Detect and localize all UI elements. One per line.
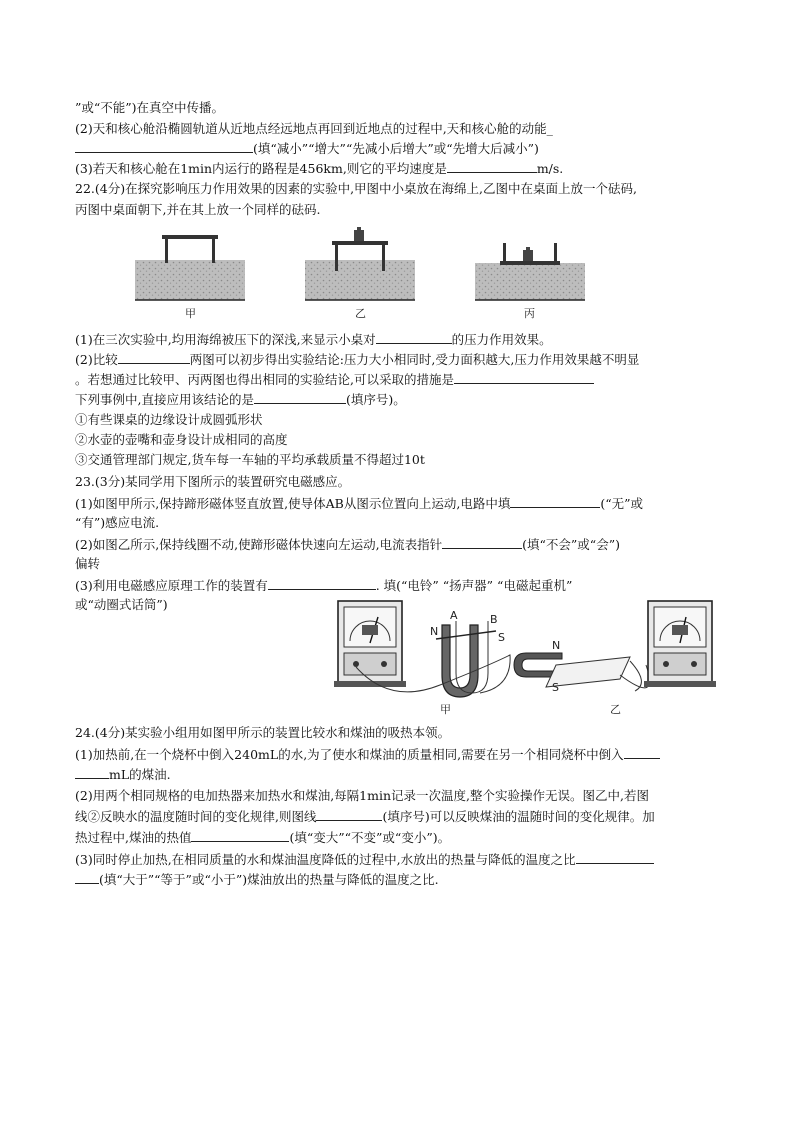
q24-line-3: mL的煤油. [75, 766, 171, 783]
q23-line-1: 23.(3分)某同学用下图所示的装置研究电磁感应。 [75, 474, 351, 489]
conductor-a-label: A [450, 609, 458, 622]
answer-blank[interactable] [75, 140, 253, 153]
electromagnetic-induction-figure [330, 595, 720, 720]
fig-label-jia: 甲 [185, 307, 196, 320]
q24-line-1: 24.(4分)某实验小组用如图甲所示的装置比较水和煤油的吸热本领。 [75, 725, 451, 740]
pressure-experiment-figure [130, 225, 600, 325]
answer-blank[interactable] [75, 766, 109, 779]
q23-line-3: “有”)感应电流. [75, 515, 160, 530]
magnet-s-label: S [498, 631, 505, 644]
q24-line-6: 热过程中,煤油的热值 (填“变大”“不变”或“变小”)。 [75, 830, 451, 845]
answer-blank[interactable] [447, 160, 537, 173]
q22-line-6: 下列事例中,直接应用该结论的是 (填序号)。 [75, 392, 406, 407]
q24-line-5: 线②反映水的温度随时间的变化规律,则图线 (填序号)可以反映煤油的温随时间的变化规律。加 [75, 809, 655, 824]
q23-line-4: (2)如图乙所示,保持线圈不动,使蹄形磁体快速向左运动,电流表指针 (填“不会”或“会”) [75, 537, 620, 552]
fig-label-yi: 乙 [610, 703, 621, 716]
q22-option-2: ②水壶的壶嘴和壶身设计成相同的高度 [75, 432, 288, 447]
q24-line-2: (1)加热前,在一个烧杯中倒入240mL的水,为了使水和煤油的质量相同,需要在另一个相同烧杯中倒入 [75, 746, 660, 763]
answer-blank[interactable] [75, 871, 99, 884]
answer-blank[interactable] [191, 829, 289, 842]
answer-blank[interactable] [316, 808, 382, 821]
q23-line-2: (1)如图甲所示,保持蹄形磁体竖直放置,使导体AB从图示位置向上运动,电路中填 (“无”或 [75, 496, 644, 511]
sponge-jia [135, 235, 245, 300]
galvanometer-icon [334, 601, 406, 687]
q21-line-1: (2)天和核心舱沿椭圆轨道从近地点经远地点再回到近地点的过程中,天和核心舱的动能_ [75, 121, 553, 136]
answer-blank[interactable] [376, 331, 452, 344]
q21-line-2: (填“减小”“增大”“先减小后增大”或“先增大后减小”) [75, 140, 539, 157]
q22-line-5: 。若想通过比较甲、丙两图也得出相同的实验结论,可以采取的措施是 [75, 371, 594, 388]
sponge-bing [475, 243, 585, 300]
answer-blank[interactable] [254, 391, 346, 404]
answer-blank[interactable] [454, 371, 594, 384]
q22-line-3: (1)在三次实验中,均用海绵被压下的深浅,来显示小桌对 的压力作用效果。 [75, 332, 552, 347]
q23-line-5: 偏转 [75, 556, 101, 571]
q24-line-4: (2)用两个相同规格的电加热器来加热水和煤油,每隔1min记录一次温度,整个实验操作无误。图乙中,若图 [75, 788, 649, 803]
q21-line-0: ”或“不能”)在真空中传播。 [75, 100, 225, 115]
magnet-s-label-2: S [552, 681, 559, 694]
fig-label-bing: 丙 [524, 307, 535, 320]
magnet-n-label-2: N [552, 639, 561, 652]
answer-blank[interactable] [576, 851, 654, 864]
galvanometer-icon [644, 601, 716, 687]
q23-line-7: 或“动圈式话筒”) [75, 597, 168, 612]
answer-blank[interactable] [118, 351, 190, 364]
answer-blank[interactable] [510, 495, 600, 508]
q21-line-3: (3)若天和核心舱在1min内运行的路程是456km,则它的平均速度是 m/s. [75, 161, 564, 176]
answer-blank[interactable] [442, 536, 522, 549]
conductor-b-label: B [490, 613, 498, 626]
q23-line-6: (3)利用电磁感应原理工作的装置有 . 填(“电铃” “扬声器” “电磁起重机” [75, 578, 573, 593]
answer-blank[interactable] [624, 746, 660, 759]
sponge-yi [305, 227, 415, 300]
q22-option-3: ③交通管理部门规定,货车每一车轴的平均承载质量不得超过10t [75, 452, 425, 467]
fig-label-yi: 乙 [355, 307, 366, 320]
answer-blank[interactable] [268, 577, 376, 590]
q22-line-4: (2)比较 两图可以初步得出实验结论:压力大小相同时,受力面积越大,压力作用效果越不明显 [75, 352, 640, 367]
q24-line-7: (3)同时停止加热,在相同质量的水和煤油温度降低的过程中,水放出的热量与降低的温度之比 [75, 851, 654, 868]
q24-line-8: (填“大于”“等于”或“小于”)煤油放出的热量与降低的温度之比. [75, 871, 439, 888]
magnet-n-label: N [430, 625, 439, 638]
fig-label-jia: 甲 [440, 703, 451, 716]
q22-line-1: 22.(4分)在探究影响压力作用效果的因素的实验中,甲图中小桌放在海绵上,乙图中在桌面上放一个砝码, [75, 181, 638, 196]
q22-option-1: ①有些课桌的边缘设计成圆弧形状 [75, 412, 263, 427]
q22-line-2: 丙图中桌面朝下,并在其上放一个同样的砝码. [75, 202, 321, 217]
u-magnet-icon [436, 621, 496, 697]
horizontal-magnet-icon [514, 653, 630, 687]
